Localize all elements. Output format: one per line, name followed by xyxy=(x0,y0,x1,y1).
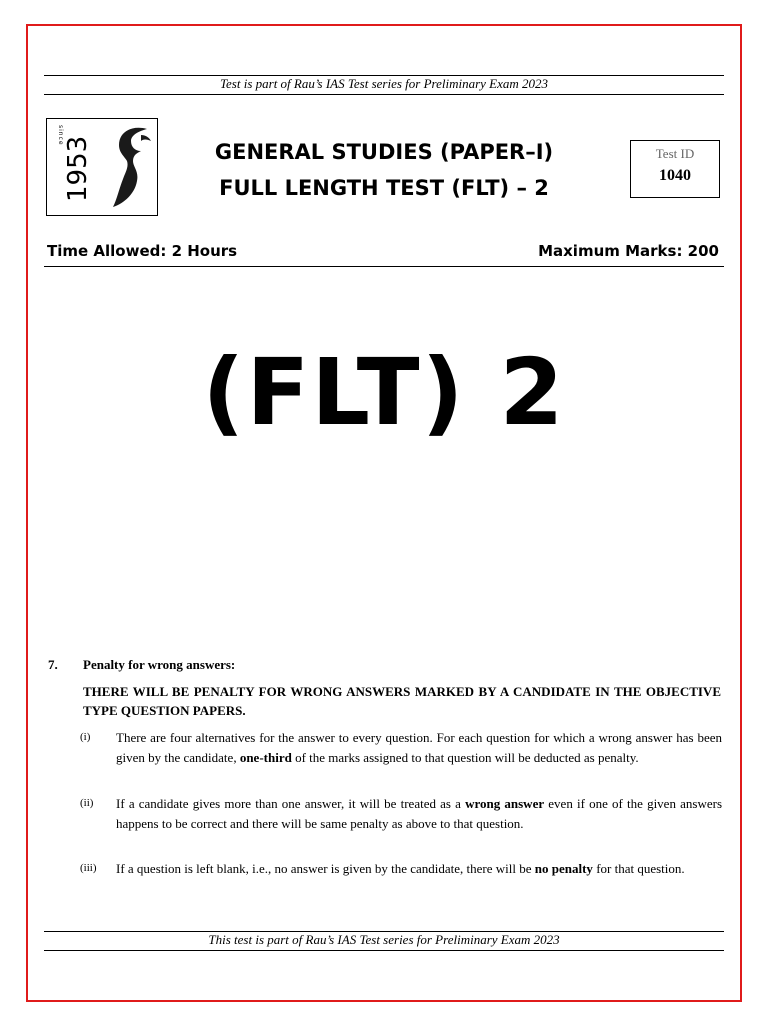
header-rule-bottom xyxy=(44,94,724,95)
logo-face-icon xyxy=(107,123,155,211)
logo-since: since xyxy=(57,125,64,146)
meta-rule xyxy=(44,266,724,267)
time-allowed: Time Allowed: 2 Hours xyxy=(47,242,238,260)
list-item-number: (iii) xyxy=(80,862,97,874)
list-item-number: (ii) xyxy=(80,797,94,809)
header-note: Test is part of Rau’s IAS Test series for Preliminary Exam 2023 xyxy=(219,76,549,91)
test-id-value: 1040 xyxy=(659,167,691,184)
section-heading: Penalty for wrong answers: xyxy=(83,657,236,672)
maximum-marks: Maximum Marks: 200 xyxy=(538,242,719,260)
logo xyxy=(46,118,158,216)
list-item xyxy=(80,859,722,879)
title-line-1: GENERAL STUDIES (PAPER–I) xyxy=(214,140,554,164)
footer-note: This test is part of Rau’s IAS Test series for Preliminary Exam 2023 xyxy=(208,932,560,947)
list-item-text: If a question is left blank, i.e., no answer is given by the candidate, there will be no penalty for that question. xyxy=(116,861,685,876)
logo-year: 1953 xyxy=(63,135,93,203)
big-title: (FLT) 2 xyxy=(202,339,566,446)
footer-rule-bottom xyxy=(44,950,724,951)
section-caps-text: THERE WILL BE PENALTY FOR WRONG ANSWERS MARKED BY A CANDIDATE IN THE OBJECTIVE TYPE QUESTION PAPERS. xyxy=(83,684,721,718)
list-item-number: (i) xyxy=(80,731,91,743)
title-line-2: FULL LENGTH TEST (FLT) – 2 xyxy=(219,176,549,200)
list-item-text: If a candidate gives more than one answer, it will be treated as a wrong answer even if one of the given answers happens to be correct and there will be same penalty as above to that question. xyxy=(116,796,722,831)
test-id-box xyxy=(630,140,720,198)
list-item-text: There are four alternatives for the answer to every question. For each question for which a wrong answer has been given by the candidate, one-third of the marks assigned to that question will be deducted as penalty. xyxy=(116,730,722,765)
test-id-label: Test ID xyxy=(655,146,695,161)
list-item xyxy=(80,794,722,833)
section-number: 7. xyxy=(48,657,58,672)
list-item xyxy=(80,728,722,767)
